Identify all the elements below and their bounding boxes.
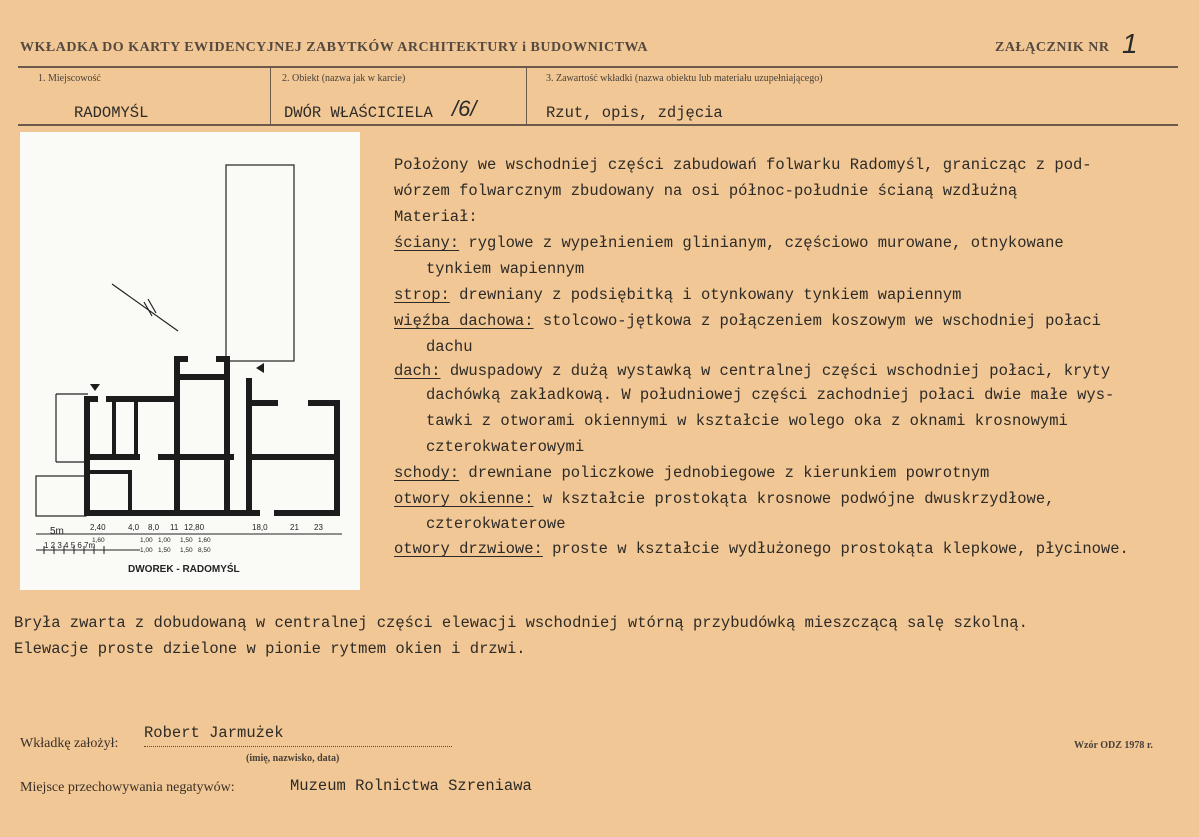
plan-dim-bottom-5: 1,60 — [198, 537, 211, 544]
item-doors-text: proste w kształcie wydłużonego prostokąta klepkowe, płycinowe. — [542, 540, 1129, 558]
item-windows-cont: czterokwaterowe — [426, 515, 566, 533]
created-by-label: Wkładkę założył: — [20, 736, 119, 751]
item-doors-label: otwory drzwiowe: — [394, 540, 543, 558]
annex-number: 1 — [1122, 28, 1138, 59]
form-number: Wzór ODZ 1978 r. — [1074, 740, 1153, 751]
item-stairs — [394, 464, 989, 482]
plan-dim-bottom-8: 1,50 — [180, 547, 193, 554]
item-truss-cont: dachu — [426, 338, 473, 356]
intro-line-2: wórzem folwarcznym zbudowany na osi północ-południe ścianą wzdłużną — [394, 182, 1018, 200]
plan-dim-top-5: 12,80 — [184, 523, 205, 532]
plan-dim-bottom-6: 1,00 — [140, 547, 153, 554]
item-windows-label: otwory okienne: — [394, 490, 534, 508]
created-by-hint: (imię, nazwisko, data) — [246, 753, 340, 764]
plan-dim-top-1: 2,40 — [90, 523, 106, 532]
plan-dim-top-8: 23 — [314, 523, 323, 532]
plan-dim-top-3: 8,0 — [148, 523, 160, 532]
intro-line-1: Położony we wschodniej części zabudowań folwarku Radomyśl, granicząc z pod- — [394, 156, 1092, 174]
card-title: WKŁADKA DO KARTY EWIDENCYJNEJ ZABYTKÓW ARCHITEKTURY i BUDOWNICTWA — [20, 40, 649, 55]
item-truss — [394, 312, 1101, 330]
plan-dim-bottom-2: 1,00 — [140, 537, 153, 544]
body-line-2: Elewacje proste dzielone w pionie rytmem okien i drzwi. — [14, 640, 526, 658]
item-truss-label: więźba dachowa: — [394, 312, 534, 330]
item-stairs-text: drewniane policzkowe jednobiegowe z kierunkiem powrotnym — [459, 464, 990, 482]
field-3-value: Rzut, opis, zdjęcia — [546, 104, 723, 122]
floor-plan-drawing — [20, 132, 360, 590]
plan-dim-bottom-4: 1,50 — [180, 537, 193, 544]
item-ceiling-text: drewniany z podsiębitką i otynkowany tynkiem wapiennym — [449, 286, 962, 304]
field-3-label: 3. Zawartość wkładki (nazwa obiektu lub materiału uzupełniającego) — [546, 73, 823, 84]
body-line-1: Bryła zwarta z dobudowaną w centralnej części elewacji wschodniej wtórną przybudówką mieszczącą salę szkolną. — [14, 614, 1028, 632]
plan-dim-top-4: 11 — [170, 523, 179, 532]
storage-value: Muzeum Rolnictwa Szreniawa — [290, 777, 532, 795]
item-roof — [394, 362, 1110, 380]
item-roof-text: dwuspadowy z dużą wystawką w centralnej części wschodniej połaci, kryty — [440, 362, 1111, 380]
item-walls-label: ściany: — [394, 234, 460, 252]
storage-label: Miejsce przechowywania negatywów: — [20, 780, 235, 795]
created-by-value: Robert Jarmużek — [144, 724, 284, 742]
field-2-handwritten: /6/ — [452, 96, 477, 121]
item-windows-text: w kształcie prostokąta krosnowe podwójne dwuskrzydłowe, — [533, 490, 1055, 508]
item-walls — [394, 234, 1064, 252]
plan-dim-bottom-9: 8,50 — [198, 547, 211, 554]
plan-dim-bottom-1: 1,60 — [92, 537, 105, 544]
item-walls-text: ryglowe z wypełnieniem glinianym, częściowo murowane, otnykowane — [459, 234, 1064, 252]
item-roof-cont2: tawki z otworami okiennymi w kształcie wolego oka z oknami krosnowymi — [426, 412, 1068, 430]
field-2-value: DWÓR WŁAŚCICIELA — [284, 104, 433, 122]
item-truss-text: stolcowo-jętkowa z połączeniem koszowym we wschodniej połaci — [533, 312, 1101, 330]
field-1-label: 1. Miejscowość — [38, 73, 101, 84]
created-by-rule — [144, 746, 452, 747]
plan-dim-bottom-7: 1,50 — [158, 547, 171, 554]
field-divider-1 — [270, 66, 271, 124]
field-divider-2 — [526, 66, 527, 124]
item-ceiling — [394, 286, 961, 304]
plan-dim-bottom-3: 1,00 — [158, 537, 171, 544]
field-1-value: RADOMYŚL — [74, 104, 149, 122]
item-roof-cont: dachówką zakładkową. W południowej części zachodniej połaci dwie małe wys- — [426, 386, 1115, 404]
floor-plan-photo — [20, 132, 360, 590]
plan-dim-top-6: 18,0 — [252, 523, 268, 532]
fields-rule — [18, 124, 1178, 126]
scale-label: 5m — [50, 526, 64, 537]
item-ceiling-label: strop: — [394, 286, 450, 304]
plan-caption: DWOREK - RADOMYŚL — [128, 564, 240, 575]
item-roof-cont3: czterokwaterowymi — [426, 438, 585, 456]
field-2-label: 2. Obiekt (nazwa jak w karcie) — [282, 73, 406, 84]
item-roof-label: dach: — [394, 362, 441, 380]
plan-outbuilding-outline — [226, 165, 294, 361]
header-rule — [18, 66, 1178, 68]
item-walls-cont: tynkiem wapiennym — [426, 260, 585, 278]
item-stairs-label: schody: — [394, 464, 460, 482]
plan-dim-top-2: 4,0 — [128, 523, 140, 532]
scale-ticks: 1 2 3 4 5 6 7m — [44, 541, 96, 550]
item-doors — [394, 540, 1129, 558]
annex-label: ZAŁĄCZNIK NR — [995, 40, 1110, 55]
material-heading: Materiał: — [394, 208, 478, 226]
plan-dim-top-7: 21 — [290, 523, 299, 532]
item-windows — [394, 490, 1054, 508]
